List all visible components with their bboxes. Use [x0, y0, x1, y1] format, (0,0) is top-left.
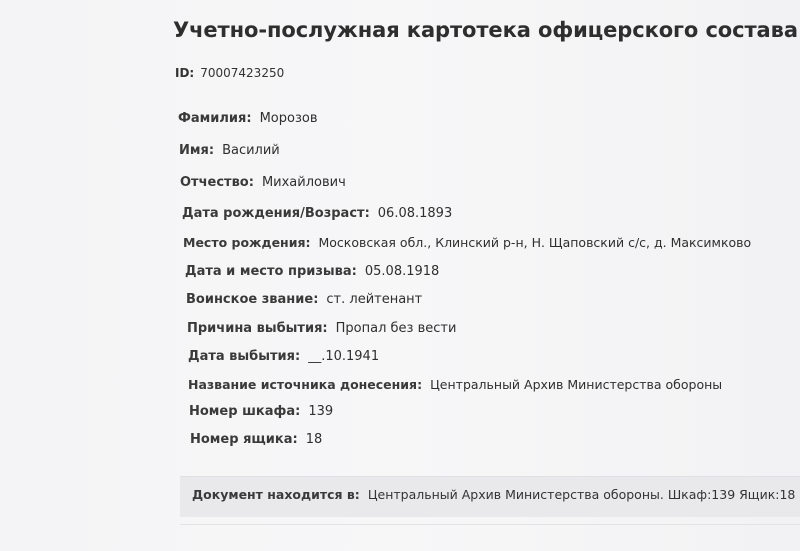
field-box-number [190, 432, 322, 447]
field-patronymic [180, 175, 346, 190]
record-id-label: ID: [175, 66, 195, 80]
field-surname [178, 111, 317, 126]
field-label: Отчество: [180, 175, 254, 190]
field-value: 139 [308, 404, 334, 419]
field-label: Дата рождения/Возраст: [182, 206, 370, 221]
record-id-value: 70007423250 [200, 66, 285, 80]
field-label: Имя: [179, 143, 215, 158]
field-conscription [185, 264, 439, 279]
document-location [192, 487, 795, 502]
field-value: Василий [222, 143, 280, 158]
field-value: Пропал без вести [335, 321, 457, 336]
field-label: Номер шкафа: [189, 404, 301, 419]
field-label: Дата выбытия: [188, 349, 301, 364]
field-label: Воинское звание: [186, 292, 319, 307]
field-rank [186, 292, 422, 307]
field-label: Место рождения: [183, 235, 311, 250]
field-value: Московская обл., Клинский р-н, Н. Щаповский с/с, д. Максимково [318, 235, 752, 250]
field-birth-place [183, 235, 751, 250]
field-value: Центральный Архив Министерства обороны [430, 377, 723, 392]
field-label: Причина выбытия: [187, 321, 328, 336]
field-value: 18 [305, 432, 323, 447]
field-label: Название источника донесения: [188, 377, 423, 392]
field-label: Дата и место призыва: [185, 264, 357, 279]
field-value: Морозов [259, 111, 318, 126]
document-location-label: Документ находится в: [192, 487, 360, 502]
field-label: Номер ящика: [190, 432, 298, 447]
divider [180, 524, 800, 525]
document-location-value: Центральный Архив Министерства обороны. Шкаф:139 Ящик:18 [367, 487, 796, 502]
field-value: __.10.1941 [308, 349, 380, 364]
field-label: Фамилия: [178, 111, 252, 126]
field-value: 06.08.1893 [377, 206, 453, 221]
record-id [175, 66, 284, 80]
field-value: 05.08.1918 [364, 264, 440, 279]
field-leave-date [188, 349, 379, 364]
field-value: ст. лейтенант [326, 292, 423, 307]
field-report-source [188, 377, 722, 392]
field-cabinet-number [189, 404, 333, 419]
page-title: Учетно-послужная картотека офицерского состава [173, 18, 798, 42]
field-first-name [179, 143, 280, 158]
document-location-panel [180, 476, 800, 517]
field-birth-date [182, 206, 452, 221]
field-leave-reason [187, 321, 456, 336]
field-value: Михайлович [261, 175, 346, 190]
